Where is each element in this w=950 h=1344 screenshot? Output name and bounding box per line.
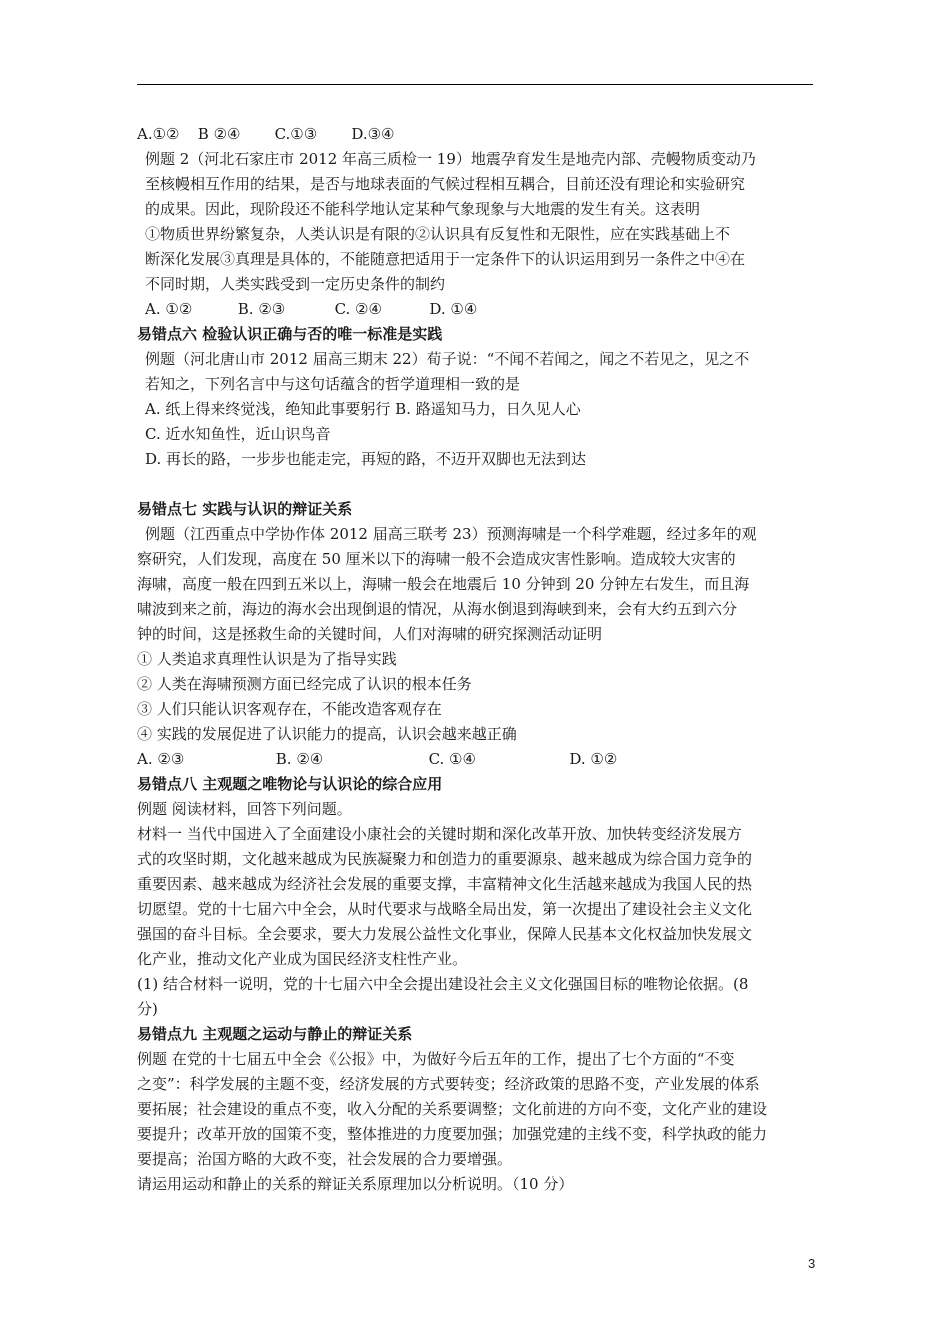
text-line: 例题 阅读材料，回答下列问题。: [137, 800, 352, 818]
option-a: A. ①②: [145, 300, 193, 318]
option-c: C.①③: [274, 125, 318, 143]
example-line: 例题（江西重点中学协作体 2012 届高三联考 23）预测海啸是一个科学难题，经过多年的观: [145, 525, 757, 543]
text-line: 要提升；改革开放的国策不变，整体推进的力度要加强；加强党建的主线不变，科学执政的能力: [137, 1125, 768, 1143]
example-line: 不同时期，人类实践受到一定历史条件的制约: [145, 275, 446, 293]
text-line: 切愿望。党的十七届六中全会，从时代要求与战略全局出发，第一次提出了建设社会主义文化: [137, 900, 753, 918]
statement-line: ④ 实践的发展促进了认识能力的提高，认识会越来越正确: [137, 725, 517, 743]
example-line: 例题（河北唐山市 2012 届高三期末 22）荀子说：“不闻不若闻之，闻之不若见之，见之不: [145, 350, 750, 368]
options-row: [137, 747, 817, 772]
question-line: 分): [137, 1000, 158, 1018]
section-7: [137, 497, 817, 772]
text-line: 化产业，推动文化产业成为国民经济支柱性产业。: [137, 950, 468, 968]
example-line: 若知之，下列名言中与这句话蕴含的哲学道理相一致的是: [145, 375, 521, 393]
example-line: 的成果。因此，现阶段还不能科学地认定某种气象现象与大地震的发生有关。这表明: [145, 200, 701, 218]
example-line: 例题 2（河北石家庄市 2012 年高三质检一 19）地震孕育发生是地壳内部、壳幔物质变动乃: [145, 150, 756, 168]
option-d: D.③④: [351, 125, 395, 143]
option-a: A. ②③: [137, 750, 185, 768]
text-line: 强国的奋斗目标。全会要求，要大力发展公益性文化事业，保障人民基本文化权益加快发展文: [137, 925, 753, 943]
options-row-2: [137, 297, 817, 322]
option-d: D. ①④: [429, 300, 478, 318]
question-line: (1) 结合材料一说明，党的十七届六中全会提出建设社会主义文化强国目标的唯物论依据。(8: [137, 975, 749, 993]
header-rule: [137, 84, 813, 85]
statement-line: ② 人类在海啸预测方面已经完成了认识的根本任务: [137, 675, 472, 693]
options-row-1: [137, 122, 817, 147]
option-c: C. ②④: [334, 300, 382, 318]
section-heading: 易错点六 检验认识正确与否的唯一标准是实践: [137, 325, 443, 343]
option-b: B ②④: [197, 125, 241, 143]
section-example-2: [137, 122, 817, 322]
text-line: 重要因素、越来越成为经济社会发展的重要支撑，丰富精神文化生活越来越成为我国人民的热: [137, 875, 753, 893]
text-line: 例题 在党的十七届五中全会《公报》中，为做好今后五年的工作，提出了七个方面的“不变: [137, 1050, 735, 1068]
example-line: 察研究，人们发现，高度在 50 厘米以下的海啸一般不会造成灾害性影响。造成较大灾害的: [137, 550, 736, 568]
option-d: D. ①②: [569, 750, 618, 768]
text-line: 式的攻坚时期，文化越来越成为民族凝聚力和创造力的重要源泉、越来越成为综合国力竞争的: [137, 850, 753, 868]
question-line: 请运用运动和静止的关系的辩证关系原理加以分析说明。（10 分）: [137, 1175, 574, 1193]
example-line: ①物质世界纷繁复杂，人类认识是有限的②认识具有反复性和无限性，应在实践基础上不: [145, 225, 731, 243]
text-line: 要拓展；社会建设的重点不变，收入分配的关系要调整；文化前进的方向不变，文化产业的建设: [137, 1100, 768, 1118]
section-heading: 易错点七 实践与认识的辩证关系: [137, 500, 353, 518]
option-line: A. 纸上得来终觉浅，绝知此事要躬行 B. 路遥知马力，日久见人心: [145, 400, 581, 418]
section-9: [137, 1022, 817, 1197]
option-line: C. 近水知鱼性，近山识鸟音: [145, 425, 331, 443]
statement-line: ③ 人们只能认识客观存在，不能改造客观存在: [137, 700, 442, 718]
example-line: 断深化发展③真理是具体的，不能随意把适用于一定条件下的认识运用到另一条件之中④在: [145, 250, 746, 268]
text-line: 要提高；治国方略的大政不变，社会发展的合力要增强。: [137, 1150, 513, 1168]
option-b: B. ②③: [237, 300, 286, 318]
section-heading: 易错点八 主观题之唯物论与认识论的综合应用: [137, 775, 443, 793]
example-line: 钟的时间，这是拯救生命的关键时间，人们对海啸的研究探测活动证明: [137, 625, 603, 643]
example-line: 至核幔相互作用的结果，是否与地球表面的气候过程相互耦合，目前还没有理论和实验研究: [145, 175, 746, 193]
example-line: 啸波到来之前，海边的海水会出现倒退的情况，从海水倒退到海峡到来，会有大约五到六分: [137, 600, 738, 618]
section-8: [137, 772, 817, 1022]
option-c: C. ①④: [428, 750, 476, 768]
example-line: 海啸，高度一般在四到五米以上，海啸一般会在地震后 10 分钟到 20 分钟左右发生，而且海: [137, 575, 750, 593]
section-heading: 易错点九 主观题之运动与静止的辩证关系: [137, 1025, 413, 1043]
text-line: 材料一 当代中国进入了全面建设小康社会的关键时期和深化改革开放、加快转变经济发展方: [137, 825, 742, 843]
option-b: B. ②④: [275, 750, 324, 768]
page-number: 3: [808, 1256, 816, 1271]
section-6: [137, 322, 817, 472]
option-a: A.①②: [137, 125, 180, 143]
option-line: D. 再长的路，一步步也能走完，再短的路，不迈开双脚也无法到达: [145, 450, 587, 468]
text-line: 之变”：科学发展的主题不变，经济发展的方式要转变；经济政策的思路不变，产业发展的体系: [137, 1075, 760, 1093]
statement-line: ① 人类追求真理性认识是为了指导实践: [137, 650, 397, 668]
